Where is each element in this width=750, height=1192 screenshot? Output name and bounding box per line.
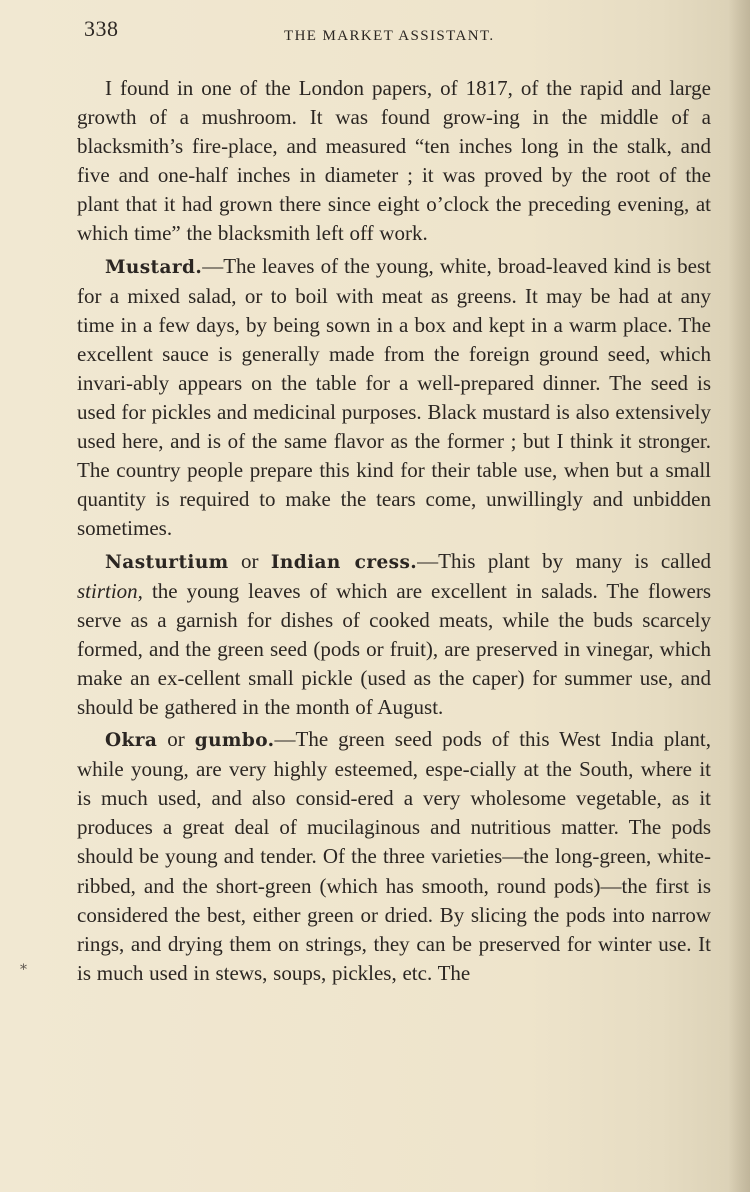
entry-heading-nasturtium: Nasturtium [105, 551, 229, 573]
paragraph-nasturtium [77, 547, 711, 723]
page-header [84, 16, 724, 52]
running-head: THE MARKET ASSISTANT. [284, 28, 495, 44]
paragraph-okra [77, 725, 711, 988]
margin-mark: * [20, 962, 27, 978]
entry-heading-okra: Okra [105, 730, 158, 752]
paragraph-text: I found in one of the London papers, of 1817, of the rapid and large growth of a mushroom. It was found grow-ing in the middle of a blacksmith’s fire-place, and measured “ten inches long in the stalk, and five and one-half inches in diameter ; it was proved by the root of the plant that it had grown there since eight o’clock the preceding evening, at which time” the blacksmith left off work. [77, 76, 711, 246]
paragraph-text: the young leaves of which are excellent in salads. The flowers serve as a garnish for dishes of cooked meats, while the buds scarcely formed, and the green seed (pods or fruit), are preserved in vinegar, which make an ex-cellent small pickle (used as the caper) for summer use, and should be gathered in the month of August. [77, 578, 711, 719]
page-edge-shadow [728, 0, 750, 1192]
page-number: 338 [84, 16, 119, 41]
heading-connector: or [228, 548, 271, 573]
heading-connector: or [157, 727, 195, 752]
paragraph-text: —The green seed pods of this West India plant, while young, are very highly esteemed, espe-cially at the South, where it is much used, and also consid-ered a very wholesome vegetable, as it produces a great deal of mucilaginous and nutritious matter. The pods should be young and tender. Of the three varieties—the long-green, white-ribbed, and the short-green (which has smooth, round pods)—the first is considered the best, either green or dried. By slicing the pods into narrow rings, and drying them on strings, they can be preserved for winter use. It is much used in stews, soups, pickles, etc. The [77, 727, 711, 985]
body-text [77, 74, 711, 988]
paragraph-mushroom [77, 74, 711, 249]
paragraph-mustard [77, 252, 711, 544]
paragraph-text: —The leaves of the young, white, broad-leaved kind is best for a mixed salad, or to boil with meat as greens. It may be had at any time in a few days, by being sown in a box and kept in a warm place. The excellent sauce is generally made from the foreign ground seed, which invari-ably appears on the table for a well-prepared dinner. The seed is used for pickles and medicinal purposes. Black mustard is also extensively used here, and is of the same flavor as the former ; but I think it stronger. The country people prepare this kind for their table use, when but a small quantity is required to make the tears come, unwillingly and unbidden sometimes. [77, 253, 711, 541]
entry-heading-mustard: Mustard. [105, 256, 203, 278]
italic-term: stirtion, [77, 578, 143, 603]
entry-heading-gumbo: gumbo. [194, 730, 275, 752]
entry-heading-indian-cress: Indian cress. [270, 551, 418, 573]
paragraph-text-lead: —This plant by many is called [417, 548, 711, 573]
